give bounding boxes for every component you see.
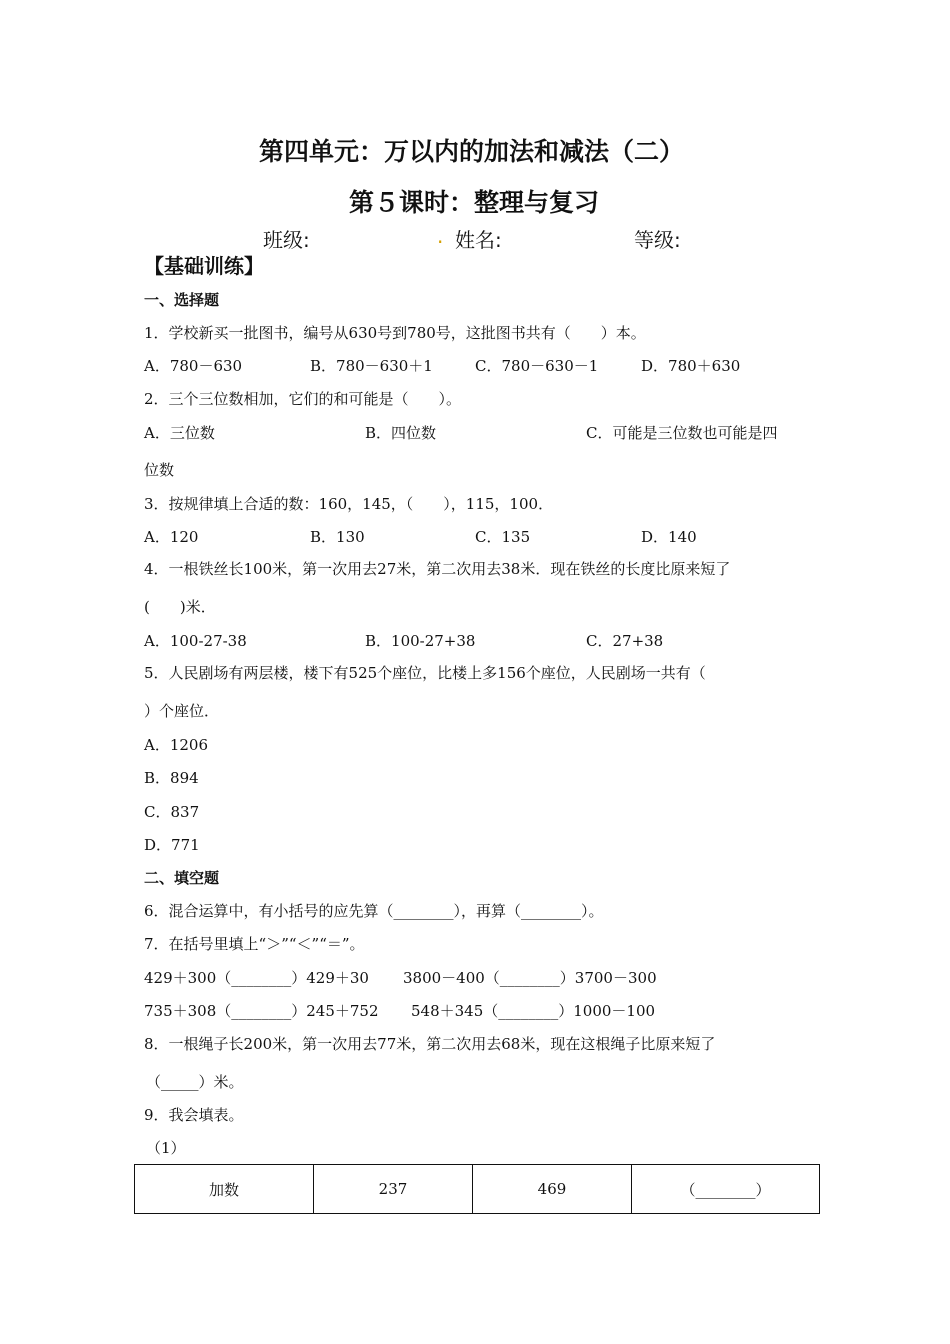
q1-option-b: B．780－630＋1 [310,357,433,375]
q2-option-b: B．四位数 [365,424,437,442]
q4-option-a: A．100-27-38 [144,632,247,650]
question-9: 9．我会填表。 [144,1106,244,1124]
q3-option-c: C．135 [475,528,531,546]
grade-label: 等级: [634,228,681,252]
q3-option-d: D．140 [641,528,697,546]
table-row [135,1165,820,1214]
question-8: 8．一根绳子长200米，第一次用去77米，第二次用去68米，现在这根绳子比原来短了 [144,1035,716,1053]
question-5-continued: ）个座位． [144,702,220,720]
q5-option-a: A．1206 [144,736,209,754]
question-3: 3．按规律填上合适的数：160，145，（ ），115，100． [144,495,554,513]
q5-option-c: C．837 [144,803,200,821]
table-cell: 469 [473,1165,632,1214]
part1-heading: 一、选择题 [144,291,220,309]
question-5: 5．人民剧场有两层楼，楼下有525个座位，比楼上多156个座位，人民剧场一共有（ [144,664,706,682]
question-4: 4．一根铁丝长100米，第一次用去27米，第二次用去38米．现在铁丝的长度比原来短了 [144,560,731,578]
lesson-subtitle: 第５课时：整理与复习 [349,188,600,217]
q7-row2-left: 735＋308（________）245＋752 [144,1002,379,1020]
table-cell-label: 加数 [135,1165,314,1214]
q7-row1-right: 3800－400（________）3700－300 [403,969,657,987]
decorative-dot: . [437,224,444,248]
question-8-continued: （_____）米。 [146,1073,244,1091]
table-cell: 237 [314,1165,473,1214]
part2-heading: 二、填空题 [144,869,220,887]
q1-option-c: C．780－630－1 [475,357,599,375]
name-label: 姓名: [455,228,502,252]
question-4-continued: ( )米． [144,598,216,616]
question-7: 7．在括号里填上“＞”“＜”“＝”。 [144,935,365,953]
q3-option-a: A．120 [144,528,199,546]
section-basic-training: 【基础训练】 [144,254,264,278]
q3-option-b: B．130 [310,528,365,546]
page-title: 第四单元：万以内的加法和减法（二） [259,137,685,166]
q1-option-d: D．780＋630 [641,357,741,375]
q5-option-b: B．894 [144,769,199,787]
q1-option-a: A．780－630 [144,357,243,375]
q2-option-c: C．可能是三位数也可能是四 [586,424,778,442]
q4-option-b: B．100-27+38 [365,632,476,650]
q9-sub-label: （1） [146,1139,186,1157]
question-2: 2．三个三位数相加，它们的和可能是（ ）。 [144,390,462,408]
q5-option-d: D．771 [144,836,200,854]
question-1: 1．学校新买一批图书，编号从630号到780号，这批图书共有（ ）本。 [144,324,646,342]
addend-table [134,1164,820,1214]
class-label: 班级: [263,228,310,252]
q2-option-c-continued: 位数 [144,461,175,479]
q2-option-a: A．三位数 [144,424,215,442]
q7-row2-right: 548＋345（________）1000－100 [411,1002,656,1020]
question-6: 6．混合运算中，有小括号的应先算（________），再算（________）。 [144,902,604,920]
table-cell-blank[interactable]: （________） [632,1165,820,1214]
q7-row1-left: 429＋300（________）429＋30 [144,969,369,987]
q4-option-c: C．27+38 [586,632,664,650]
